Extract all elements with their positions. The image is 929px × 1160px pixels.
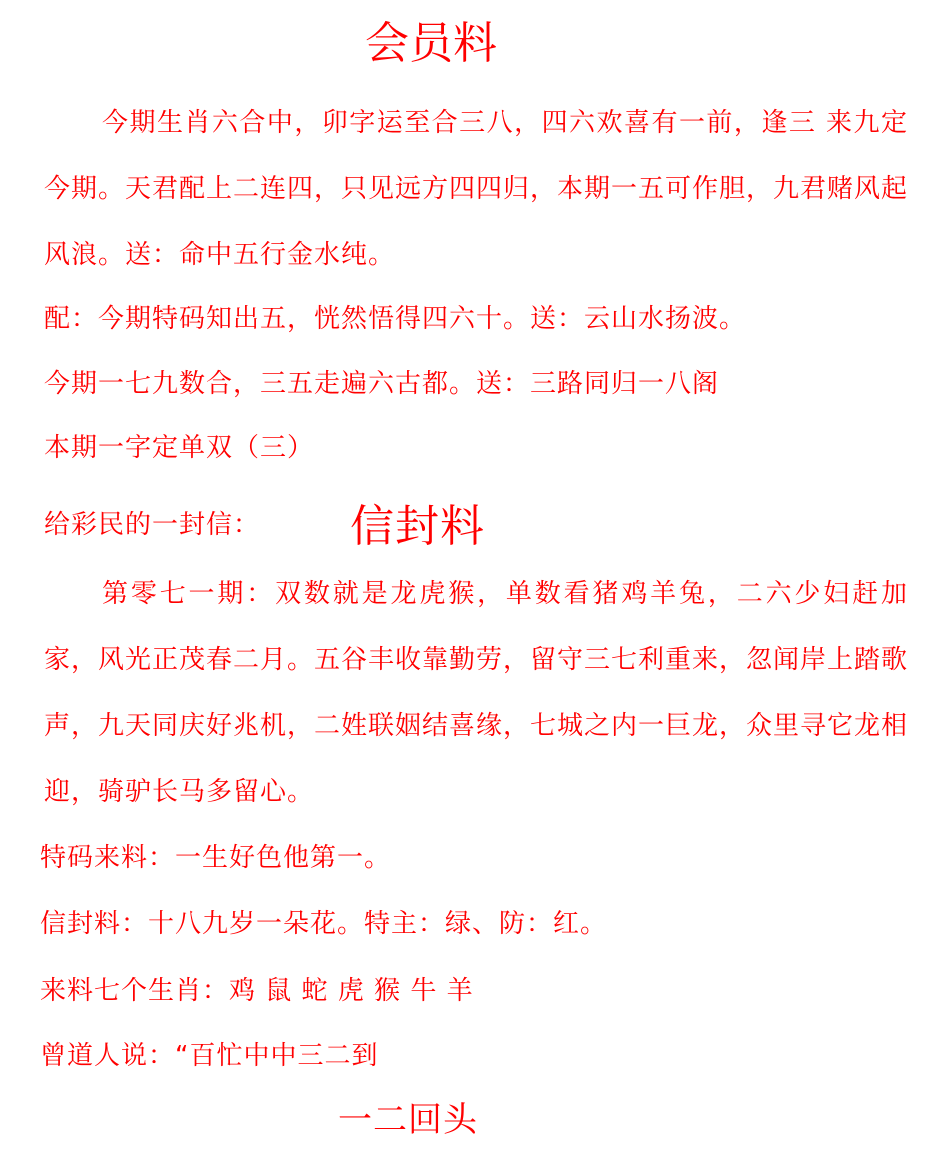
special-code-line: 特码来料：一生好色他第一。: [40, 843, 392, 873]
member-paragraph: 今期生肖六合中，卯字运至合三八，四六欢喜有一前，逢三 来九定今期。天君配上二连四，只见远方四四归，本期一五可作胆，九君赌风起风浪。送：命中五行金水纯。: [44, 108, 909, 270]
taoist-saying-line: 曾道人说：“百忙中中三二到: [40, 1041, 379, 1071]
closing-line: 一二回头: [338, 1100, 478, 1140]
odd-even-line: 本期一字定单双（三）: [44, 433, 315, 463]
letter-heading: [44, 501, 486, 552]
pei-line: 配：今期特码知出五，恍然悟得四六十。送：云山水扬波。: [44, 304, 747, 334]
envelope-title: 信封料: [350, 501, 486, 552]
combo-line: 今期一七九数合，三五走遍六古都。送：三路同归一八阁: [44, 369, 720, 399]
letter-paragraph: 第零七一期：双数就是龙虎猴，单数看猪鸡羊兔，二六少妇赶加家，风光正茂春二月。五谷丰收靠勤劳，留守三七利重来，忽闻岸上踏歌声，九天同庆好兆机，二姓联姻结喜缘，七城之内一巨龙，众里寻它龙相迎，骑驴长马多留心。: [44, 579, 909, 807]
envelope-line: 信封料：十八九岁一朵花。特主：绿、防：红。: [40, 909, 608, 939]
member-title: 会员料: [365, 18, 497, 69]
seven-zodiac-line: 来料七个生肖：鸡 鼠 蛇 虎 猴 牛 羊: [40, 976, 474, 1006]
letter-intro: 给彩民的一封信：: [44, 510, 261, 540]
